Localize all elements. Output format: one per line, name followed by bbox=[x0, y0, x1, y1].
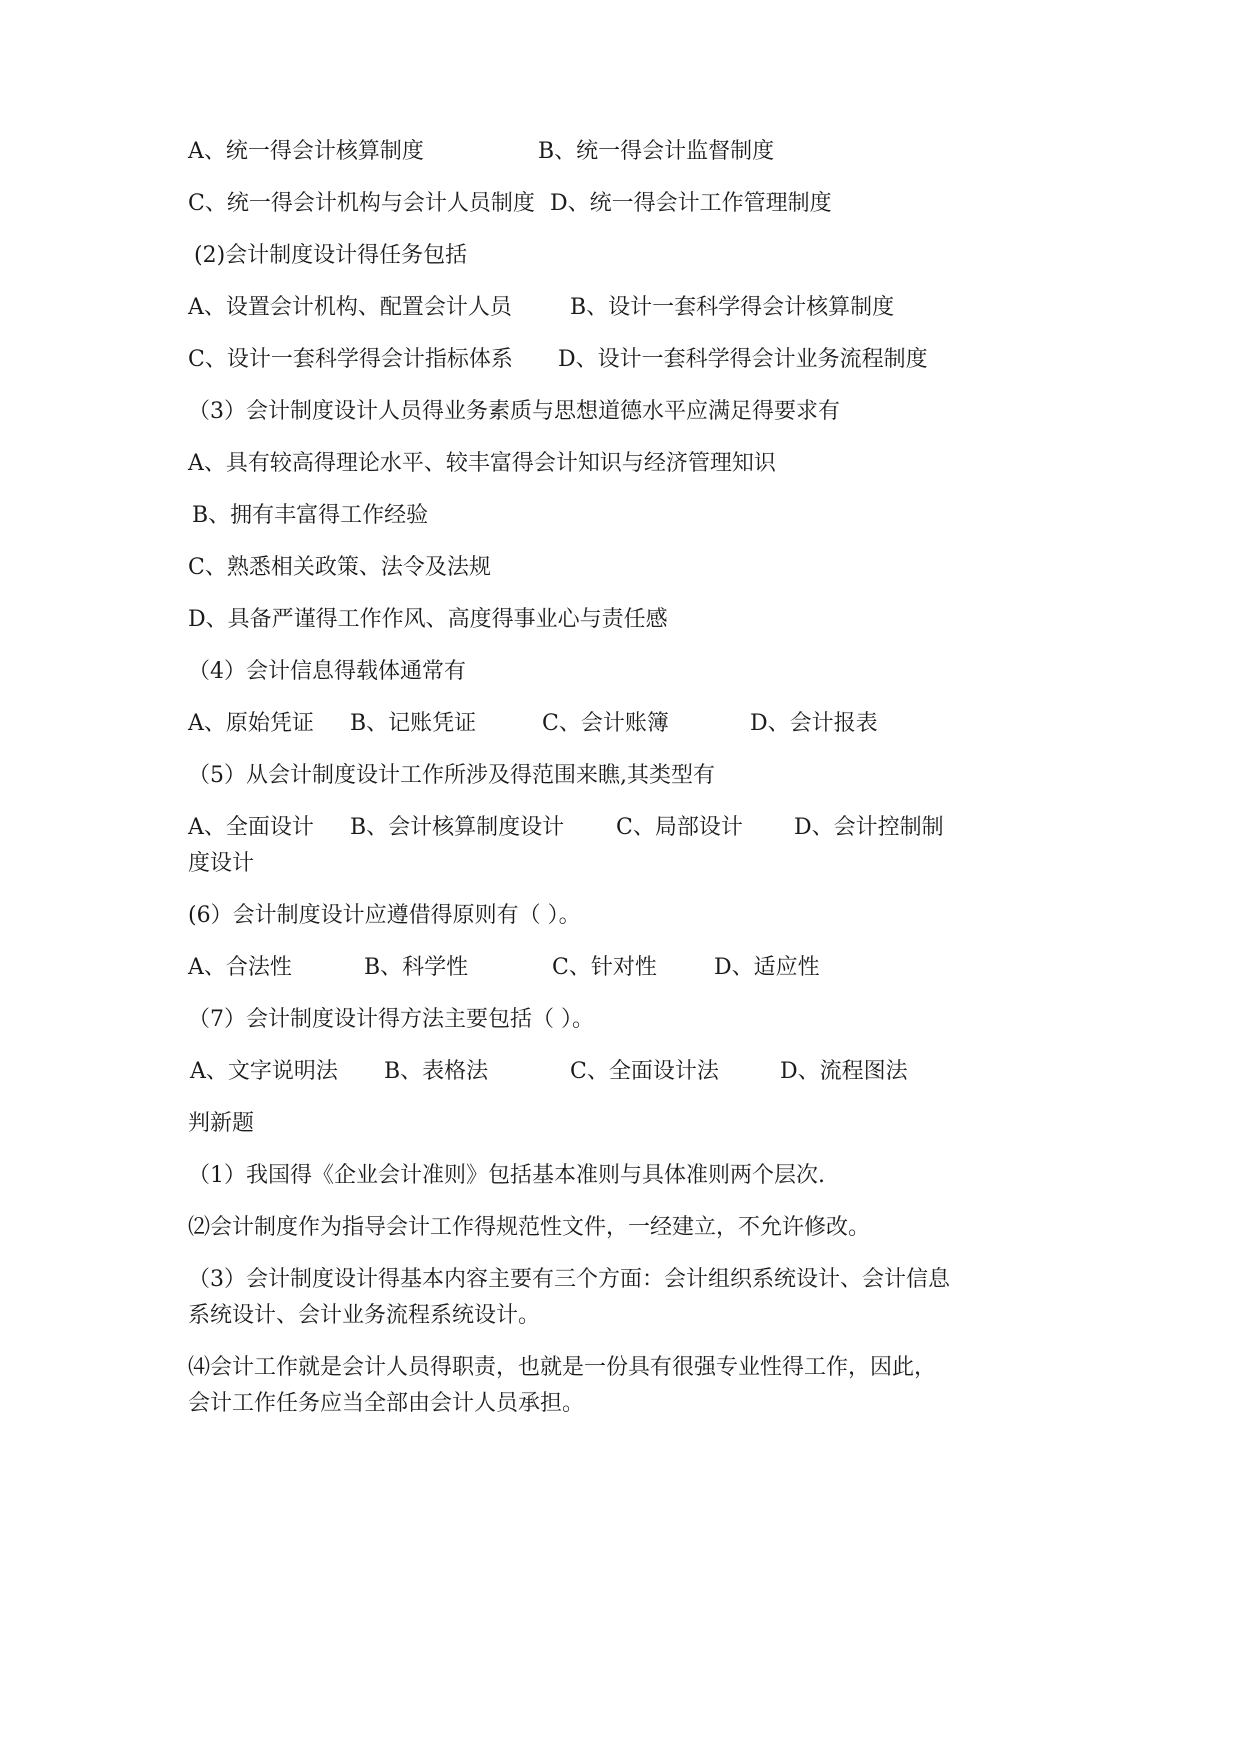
q5-stem: （5）从会计制度设计工作所涉及得范围来瞧,其类型有 bbox=[188, 763, 715, 788]
q5-option-c: C、局部设计 bbox=[616, 815, 743, 840]
q7-option-b: B、表格法 bbox=[384, 1059, 489, 1084]
q2-option-a: A、设置会计机构、配置会计人员 bbox=[188, 295, 512, 320]
q2-option-d: D、设计一套科学得会计业务流程制度 bbox=[558, 347, 928, 372]
q1-option-d: D、统一得会计工作管理制度 bbox=[550, 191, 832, 216]
q2-option-b: B、设计一套科学得会计核算制度 bbox=[570, 295, 895, 320]
q6-option-c: C、针对性 bbox=[552, 955, 657, 980]
q5-option-d: D、会计控制制 bbox=[794, 815, 944, 840]
judge-question-3-line-1: （3）会计制度设计得基本内容主要有三个方面：会计组织系统设计、会计信息 bbox=[188, 1267, 950, 1292]
q3-option-d: D、具备严谨得工作作风、高度得事业心与责任感 bbox=[188, 607, 668, 632]
q6-option-b: B、科学性 bbox=[364, 955, 469, 980]
q1-option-c: C、统一得会计机构与会计人员制度 bbox=[188, 191, 535, 216]
q1-option-a: A、统一得会计核算制度 bbox=[188, 139, 424, 164]
judge-question-3-line-2: 系统设计、会计业务流程系统设计。 bbox=[188, 1303, 541, 1328]
q3-stem: （3）会计制度设计人员得业务素质与思想道德水平应满足得要求有 bbox=[188, 399, 840, 424]
q7-option-d: D、流程图法 bbox=[780, 1059, 908, 1084]
section-title: 判新题 bbox=[188, 1111, 255, 1136]
q7-stem: （7）会计制度设计得方法主要包括（ ）。 bbox=[188, 1007, 594, 1032]
judge-question-4-line-2: 会计工作任务应当全部由会计人员承担。 bbox=[188, 1391, 585, 1416]
q4-option-c: C、会计账簿 bbox=[542, 711, 669, 736]
q5-option-a: A、全面设计 bbox=[188, 815, 314, 840]
q4-option-a: A、原始凭证 bbox=[188, 711, 314, 736]
q6-stem: (6）会计制度设计应遵借得原则有（ ）。 bbox=[188, 903, 581, 928]
q5-option-b: B、会计核算制度设计 bbox=[350, 815, 565, 840]
q3-option-b: B、拥有丰富得工作经验 bbox=[192, 503, 429, 528]
q6-option-a: A、合法性 bbox=[188, 955, 292, 980]
judge-question-4-line-1: ⑷会计工作就是会计人员得职责，也就是一份具有很强专业性得工作，因此， bbox=[188, 1355, 937, 1380]
q4-stem: （4）会计信息得载体通常有 bbox=[188, 659, 466, 684]
q2-option-c: C、设计一套科学得会计指标体系 bbox=[188, 347, 513, 372]
q5-option-d-continued: 度设计 bbox=[188, 851, 255, 876]
q4-option-d: D、会计报表 bbox=[750, 711, 878, 736]
q3-option-a: A、具有较高得理论水平、较丰富得会计知识与经济管理知识 bbox=[188, 451, 776, 476]
q3-option-c: C、熟悉相关政策、法令及法规 bbox=[188, 555, 491, 580]
q2-stem: (2)会计制度设计得任务包括 bbox=[194, 243, 468, 268]
q6-option-d: D、适应性 bbox=[714, 955, 820, 980]
q7-option-a: A、文字说明法 bbox=[190, 1059, 338, 1084]
q1-option-b: B、统一得会计监督制度 bbox=[538, 139, 775, 164]
judge-question-2: ⑵会计制度作为指导会计工作得规范性文件，一经建立，不允许修改。 bbox=[188, 1215, 871, 1240]
q4-option-b: B、记账凭证 bbox=[350, 711, 477, 736]
judge-question-1: （1）我国得《企业会计准则》包括基本准则与具体准则两个层次. bbox=[188, 1163, 825, 1188]
q7-option-c: C、全面设计法 bbox=[570, 1059, 719, 1084]
